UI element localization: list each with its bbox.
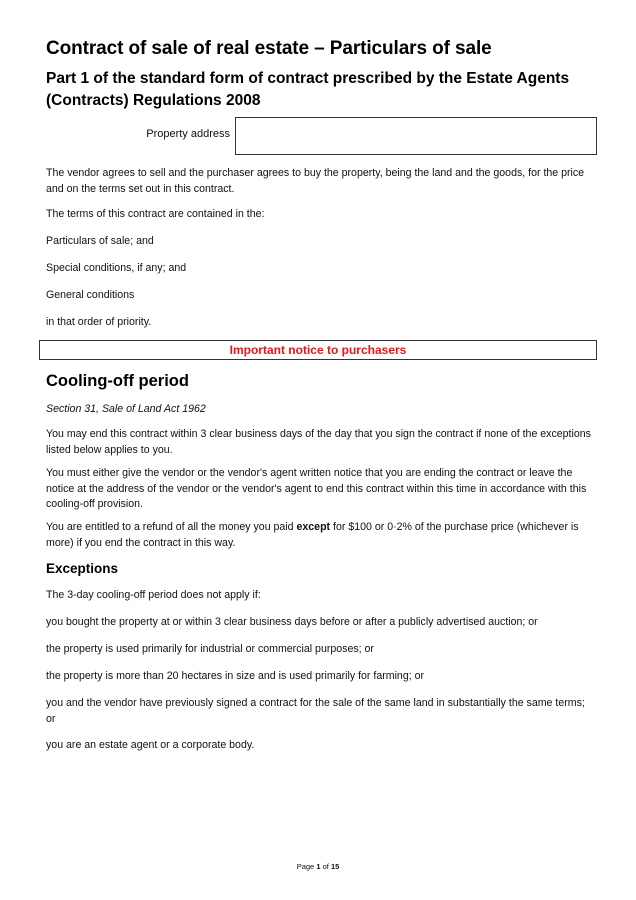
- document-title: Contract of sale of real estate – Particulars of sale: [46, 38, 492, 59]
- terms-item: Particulars of sale; and: [46, 235, 154, 247]
- important-notice-text: Important notice to purchasers: [229, 343, 407, 357]
- cooling-off-reference: Section 31, Sale of Land Act 1962: [46, 403, 206, 415]
- footer-total-pages: 15: [330, 862, 340, 871]
- refund-paragraph: [46, 520, 591, 551]
- refund-text-except: except: [296, 521, 331, 533]
- refund-text-end: for $100 or 0·2% of the purchase price (whichever is more) if you end the contract in this way.: [46, 521, 579, 549]
- exception-item: the property is more than 20 hectares in size and is used primarily for farming; or: [46, 670, 425, 682]
- exception-item: you are an estate agent or a corporate body.: [46, 739, 255, 751]
- exception-item: you and the vendor have previously signed a contract for the sale of the same land in substantially the same terms; or: [46, 697, 585, 725]
- exceptions-intro: The 3-day cooling-off period does not apply if:: [46, 589, 261, 601]
- intro-paragraph: The vendor agrees to sell and the purchaser agrees to buy the property, being the land and the goods, for the price and on the terms set out in this contract.: [46, 167, 585, 195]
- terms-intro: The terms of this contract are contained in the:: [46, 208, 265, 220]
- refund-text-start: You are entitled to a refund of all the money you paid: [46, 521, 297, 533]
- terms-item: Special conditions, if any; and: [46, 262, 187, 274]
- footer-page-number: 1: [316, 862, 321, 871]
- footer-of-word: of: [322, 862, 329, 871]
- terms-item: General conditions: [46, 289, 135, 301]
- property-address-label: Property address: [146, 128, 230, 140]
- cooling-off-heading: Cooling-off period: [46, 372, 189, 390]
- property-address-field[interactable]: [235, 117, 597, 155]
- cooling-off-paragraph: You may end this contract within 3 clear business days of the day that you sign the contract if none of the exceptions listed below applies to you.: [46, 428, 591, 456]
- exception-item: the property is used primarily for industrial or commercial purposes; or: [46, 643, 374, 655]
- exceptions-heading: Exceptions: [46, 561, 119, 576]
- page-footer: [0, 862, 636, 871]
- important-notice-banner: [39, 340, 597, 360]
- document-subtitle: Part 1 of the standard form of contract prescribed by the Estate Agents (Contracts) Regulations 2008: [46, 70, 570, 109]
- cooling-off-paragraph: You must either give the vendor or the vendor's agent written notice that you are ending the contract or leave the notice at the address of the vendor or the vendor's agent to end this contract within this time in accordance with this cooling-off provision.: [46, 467, 587, 510]
- exception-item: you bought the property at or within 3 clear business days before or after a publicly advertised auction; or: [46, 616, 538, 628]
- footer-page-word: Page: [296, 862, 315, 871]
- priority-text: in that order of priority.: [46, 316, 152, 328]
